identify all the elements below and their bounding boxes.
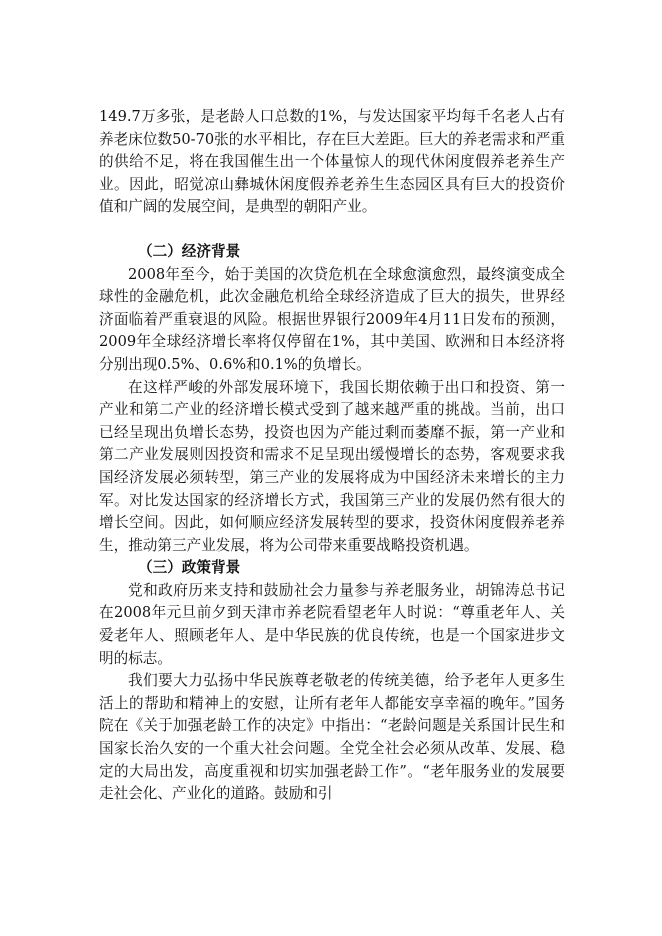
paragraph-elderly-beds: 149.7万多张，是老龄人口总数的1%，与发达国家平均每千名老人占有养老床位数50-70张的水平相比，存在巨大差距。巨大的养老需求和严重的供给不足，将在我国催生出一个体量惊人的现代休闲度假养老养生产业。因此，昭觉凉山彝城休闲度假养老养生生态园区具有巨大的投资价值和广阔的发展空间，是典型的朝阳产业。: [99, 108, 565, 216]
paragraph-party-support: 党和政府历来支持和鼓励社会力量参与养老服务业，胡锦涛总书记在2008年元旦前夕到天津市养老院看望老年人时说：“尊重老年人、关爱老年人、照顾老年人、是中华民族的优良传统，也是一个国家进步文明的标志。: [99, 581, 565, 667]
paragraph-state-council: 我们要大力弘扬中华民族尊老敬老的传统美德，给予老年人更多生活上的帮助和精神上的安慰，让所有老年人都能安享幸福的晚年。”国务院在《关于加强老龄工作的决定》中指出：“老龄问题是关系国计民生和国家长治久安的一个重大社会问题。全党全社会必须从改革、发展、稳定的大局出发，高度重视和切实加强老龄工作”。“老年服务业的发展要走社会化、产业化的道路。鼓励和引: [99, 672, 565, 803]
section-heading-economic-background: （二）经济背景: [138, 242, 241, 260]
paragraph-tertiary-industry: 在这样严峻的外部发展环境下，我国长期依赖于出口和投资、第一产业和第二产业的经济增长模式受到了越来越严重的挑战。当前，出口已经呈现出负增长态势，投资也因为产能过剩而萎靡不振，第一产业和第二产业发展则因投资和需求不足呈现出缓慢增长的态势，客观要求我国经济发展必须转型，第三产业的发展将成为中国经济未来增长的主力军。对比发达国家的经济增长方式，我国第三产业的发展仍然有很大的增长空间。因此，如何顺应经济发展转型的要求，投资休闲度假养老养生，推动第三产业发展，将为公司带来重要战略投资机遇。: [99, 378, 565, 554]
section-heading-policy-background: （三）政策背景: [138, 559, 241, 577]
paragraph-gap: [99, 219, 565, 241]
paragraph-financial-crisis: 2008年至今，始于美国的次贷危机在全球愈演愈烈，最终演变成全球性的金融危机，此次金融危机给全球经济造成了巨大的损失，世界经济面临着严重衰退的风险。根据世界银行2009年4月11日发布的预测，2009年全球经济增长率将仅停留在1%，其中美国、欧洲和日本经济将分别出现0.5%、0.6%和0.1%的负增长。: [99, 265, 565, 373]
document-page: [99, 106, 565, 806]
